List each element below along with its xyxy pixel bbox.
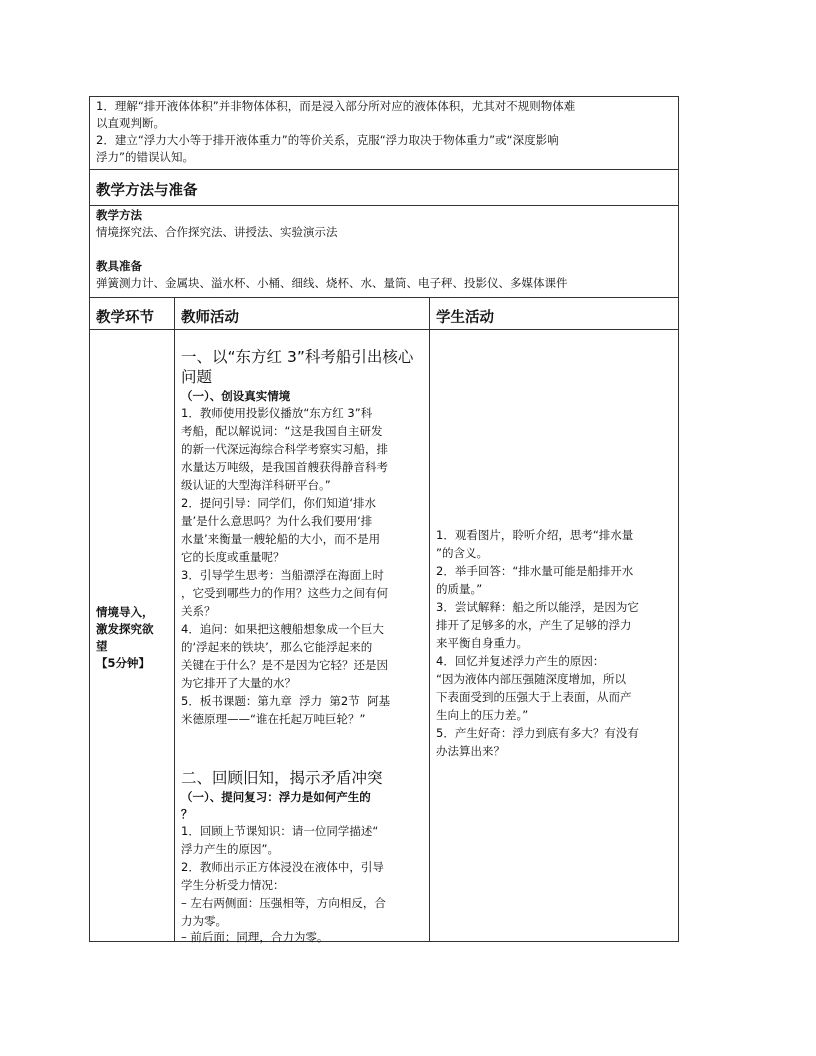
teacher-line: 力为零。 <box>181 914 227 928</box>
teacher-line: 考船，配以解说词：“这是我国自主研发 <box>181 424 383 438</box>
tools-text: 弹簧测力计、金属块、溢水杯、小桶、细线、烧杯、水、量筒、电子秤、投影仪、多媒体课件 <box>96 276 568 290</box>
student-line: 排开了足够多的水，产生了足够的浮力 <box>436 618 632 632</box>
student-line: 4．回忆并复述浮力产生的原因： <box>436 654 605 668</box>
section-1-title-line-1: 一、以“东方红 3”科考船引出核心 <box>181 348 414 366</box>
teacher-line: 关键在于什么？是不是因为它轻？还是因 <box>181 658 388 672</box>
student-line: 5．产生好奇：浮力到底有多大？有没有 <box>436 726 639 740</box>
method-label: 教学方法 <box>96 208 142 222</box>
stage-line-2: 激发探究欲 <box>96 622 154 636</box>
student-line: 2．举手回答：“排水量可能是船排开水 <box>436 564 634 578</box>
student-line: “因为液体内部压强随深度增加，所以 <box>436 672 626 686</box>
teacher-line: 2．提问引导：同学们，你们知道‘排水 <box>181 496 376 510</box>
row-divider <box>90 169 678 170</box>
teacher-line: 水量达万吨级，是我国首艘获得静音科考 <box>181 460 388 474</box>
objective-2-line-1: 2．建立“浮力大小等于排开液体重力”的等价关系，克服“浮力取决于物体重力”或“深度影响 <box>96 133 559 147</box>
student-line: 的质量。” <box>436 582 483 596</box>
teacher-line: 为它排开了大量的水？ <box>181 676 296 690</box>
header-stage: 教学环节 <box>96 310 154 326</box>
section-1-title-line-2: 问题 <box>181 368 213 386</box>
objective-2-line-2: 浮力”的错误认知。 <box>96 150 194 164</box>
methods-heading: 教学方法与准备 <box>96 183 198 199</box>
teacher-line: 的‘浮起来的铁块’，那么它能浮起来的 <box>181 640 373 654</box>
student-line: 生向上的压力差。” <box>436 708 529 722</box>
stage-line-3: 望 <box>96 639 108 653</box>
method-text: 情境探究法、合作探究法、讲授法、实验演示法 <box>96 225 338 239</box>
stage-line-1: 情境导入， <box>96 605 154 619</box>
row-divider <box>90 297 678 298</box>
teacher-line: ，它受到哪些力的作用？这些力之间有何 <box>181 586 388 600</box>
student-line: 1．观看图片，聆听介绍，思考“排水量 <box>436 528 634 542</box>
teacher-line: 的新一代深远海综合科学考察实习船，排 <box>181 442 388 456</box>
teacher-line: 量’是什么意思吗？为什么我们要用‘排 <box>181 514 373 528</box>
teacher-line: 3．引导学生思考：当船漂浮在海面上时 <box>181 568 384 582</box>
teacher-line: 学生分析受力情况： <box>181 878 285 892</box>
teacher-line: 1．回顾上节课知识：请一位同学描述“ <box>181 824 379 838</box>
student-line: ”的含义。 <box>436 546 488 560</box>
teacher-line: 米德原理——“谁在托起万吨巨轮？” <box>181 712 366 726</box>
teacher-line: 级认证的大型海洋科研平台。” <box>181 478 331 492</box>
column-divider <box>174 297 175 941</box>
student-line: 下表面受到的压强大于上表面，从而产 <box>436 690 632 704</box>
section-2-title: 二、回顾旧知，揭示矛盾冲突 <box>181 769 383 787</box>
teacher-line: 浮力产生的原因”。 <box>181 842 279 856</box>
teacher-line: 它的长度或重量呢？ <box>181 550 285 564</box>
row-divider <box>90 329 678 330</box>
objective-1-line-1: 1．理解“排开液体体积”并非物体体积，而是浸入部分所对应的液体体积，尤其对不规则物体难 <box>96 99 576 113</box>
teacher-line: – 前后面：同理，合力为零。 <box>181 930 329 944</box>
student-line: 来平衡自身重力。 <box>436 636 528 650</box>
tools-label: 教具准备 <box>96 259 142 273</box>
teacher-line: 5．板书课题：第九章 浮力 第2节 阿基 <box>181 694 391 708</box>
teacher-line: 2．教师出示正方体浸没在液体中，引导 <box>181 860 384 874</box>
objective-1-line-2: 以直观判断。 <box>96 116 165 130</box>
header-teacher: 教师活动 <box>181 310 239 326</box>
teacher-line: 水量’来衡量一艘轮船的大小，而不是用 <box>181 532 381 546</box>
teacher-line: 4．追问：如果把这艘船想象成一个巨大 <box>181 622 384 636</box>
teacher-line: 关系？ <box>181 604 216 618</box>
subsection-1-title: （一）、创设真实情境 <box>181 389 291 403</box>
subsection-2-title-line-1: （一）、提问复习：浮力是如何产生的 <box>181 790 371 804</box>
row-divider <box>90 205 678 206</box>
teacher-line: – 左右两侧面：压强相等，方向相反，合 <box>181 896 386 910</box>
teacher-line: 1．教师使用投影仪播放“东方红 3”科 <box>181 406 373 420</box>
student-line: 3．尝试解释：船之所以能浮，是因为它 <box>436 600 639 614</box>
subsection-2-title-line-2: ？ <box>181 807 193 821</box>
stage-duration: 【5分钟】 <box>96 656 151 670</box>
header-student: 学生活动 <box>436 310 494 326</box>
lesson-plan-table <box>89 96 679 942</box>
student-line: 办法算出来？ <box>436 744 505 758</box>
column-divider <box>429 297 430 941</box>
